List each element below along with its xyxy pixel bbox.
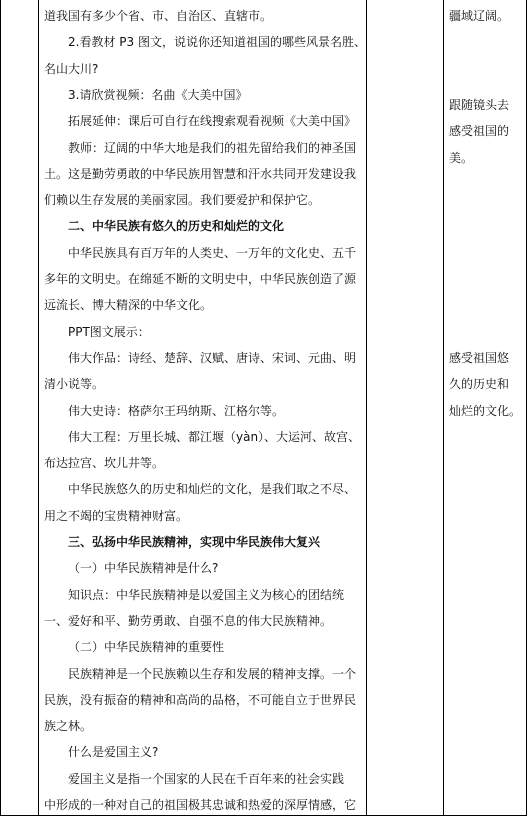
text-line: 布达拉宫、坎儿井等。 xyxy=(44,456,165,471)
text-line: 伟大作品：诗经、楚辞、汉赋、唐诗、宋词、元曲、明 xyxy=(68,350,357,365)
design-intent-line: 感受祖国的 xyxy=(449,124,510,139)
column-divider-3 xyxy=(443,0,444,816)
text-line: 拓展延伸：课后可自行在线搜索观看视频《大美中国》 xyxy=(68,114,357,129)
text-line: 远流长、博大精深的中华文化。 xyxy=(44,298,213,313)
text-line: 清小说等。 xyxy=(44,377,105,392)
text-line: 2.看教材 P3 图文，说说你还知道祖国的哪些风景名胜、 xyxy=(68,35,366,50)
text-line: 多年的文明史。在绵延不断的文明史中，中华民族创造了源 xyxy=(44,272,357,286)
text-line: 道我国有多少个省、市、自治区、直辖市。 xyxy=(44,9,273,23)
text-line: 族之林。 xyxy=(44,719,93,734)
text-line: 三、弘扬中华民族精神，实现中华民族伟大复兴 xyxy=(68,535,321,549)
text-line: 爱国主义是指一个国家的人民在千百年来的社会实践 xyxy=(68,771,345,786)
text-line: 伟大史诗：格萨尔王玛纳斯、江格尔等。 xyxy=(68,403,285,418)
text-line: 二、中华民族有悠久的历史和灿烂的文化 xyxy=(68,219,285,234)
table-border-left xyxy=(0,0,1,816)
text-line: 知识点：中华民族精神是以爱国主义为核心的团结统 xyxy=(68,587,345,602)
design-intent-line: 美。 xyxy=(449,150,474,165)
text-line: 中华民族悠久的历史和灿烂的文化，是我们取之不尽、 xyxy=(68,482,357,497)
design-intent-line: 久的历史和 xyxy=(449,377,510,392)
column-divider-1 xyxy=(38,0,39,816)
design-intent-line: 感受祖国悠 xyxy=(449,350,510,365)
text-line: 们赖以生存发展的美丽家园。我们要爱护和保护它。 xyxy=(44,193,321,208)
text-line: 伟大工程：万里长城、都江堰（yàn）、大运河、故宫、 xyxy=(68,429,361,444)
text-line: PPT图文展示： xyxy=(68,324,150,339)
text-line: 土。这是勤劳勇敢的中华民族用智慧和汗水共同开发建设我 xyxy=(44,166,357,181)
text-line: 民族，没有振奋的精神和高尚的品格，不可能自立于世界民 xyxy=(44,692,357,707)
text-line: 教师：辽阔的中华大地是我们的祖先留给我们的神圣国 xyxy=(68,140,357,155)
design-intent-line: 跟随镜头去 xyxy=(449,97,510,112)
column-divider-2 xyxy=(366,0,367,816)
text-line: 什么是爱国主义? xyxy=(68,745,159,760)
text-line: 名山大川? xyxy=(44,61,99,76)
text-line: 中形成的一种对自己的祖国极其忠诚和热爱的深厚情感，它 xyxy=(44,798,357,812)
text-line: （二）中华民族精神的重要性 xyxy=(68,640,225,655)
text-line: 一、爱好和平、勤劳勇敢、自强不息的伟大民族精神。 xyxy=(44,613,333,628)
text-line: （一）中华民族精神是什么? xyxy=(68,561,219,576)
text-line: 民族精神是一个民族赖以生存和发展的精神支撑。一个 xyxy=(68,666,357,681)
text-line: 3.请欣赏视频：名曲《大美中国》 xyxy=(68,87,248,102)
text-line: 用之不竭的宝贵精神财富。 xyxy=(44,508,189,523)
design-intent-line: 灿烂的文化。 xyxy=(449,403,522,418)
design-intent-line: 疆域辽阔。 xyxy=(449,9,510,23)
text-line: 中华民族具有百万年的人类史、一万年的文化史、五千 xyxy=(68,245,357,260)
